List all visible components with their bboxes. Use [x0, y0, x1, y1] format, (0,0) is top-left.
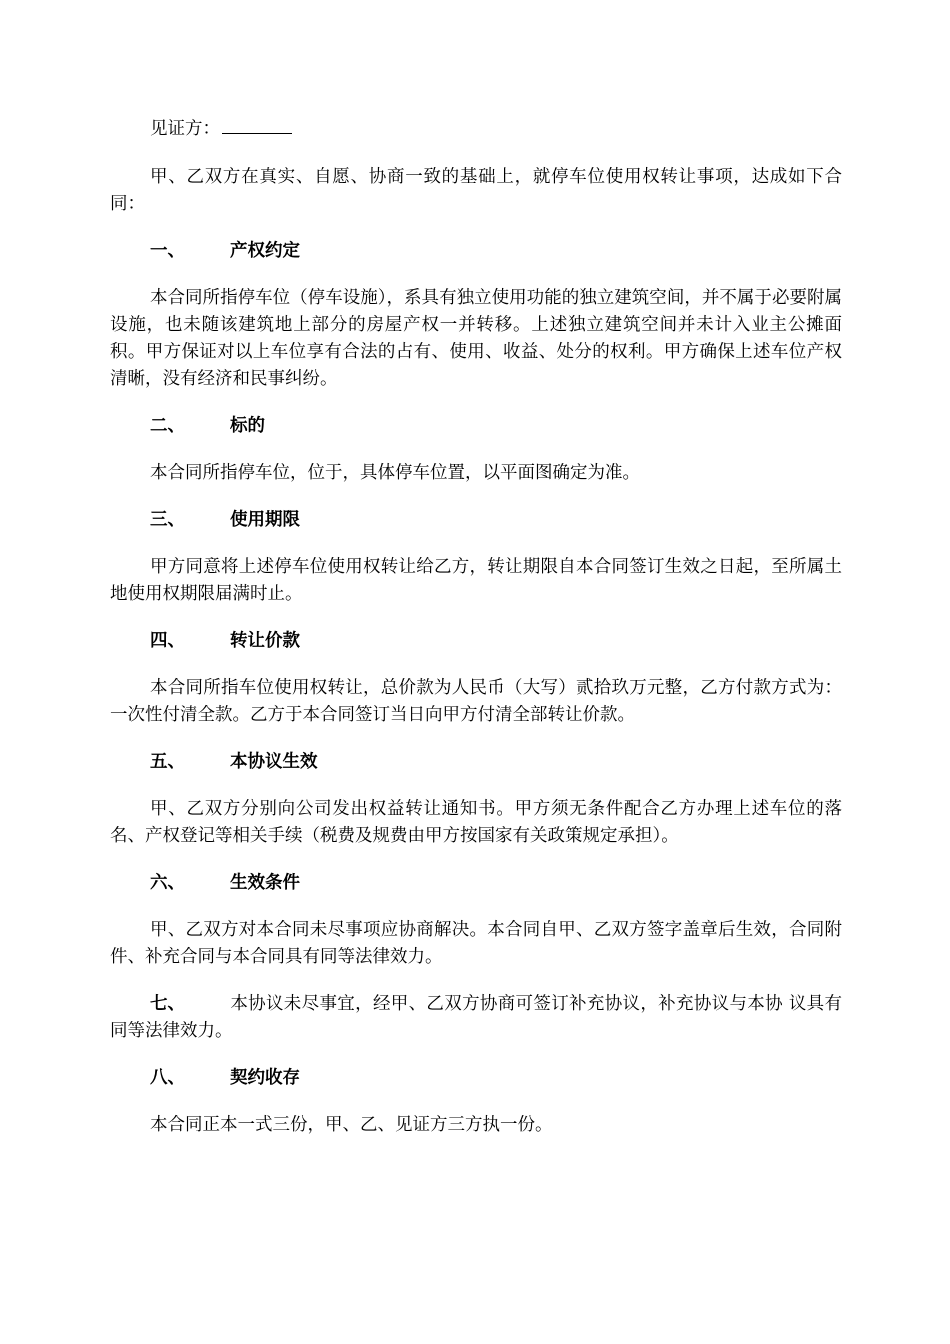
section-7	[110, 991, 842, 1045]
section-body: 本合同所指停车位，位于，具体停车位置，以平面图确定为准。	[150, 463, 640, 483]
section-title: 生效条件	[230, 873, 300, 893]
section-body: 本合同所指停车位（停车设施），系具有独立使用功能的独立建筑空间，并不属于必要附属设施，也未随该建筑地上部分的房屋产权一并转移。上述独立建筑空间并未计入业主公摊面积。甲方保证对以上车位享有合法的占有、使用、收益、处分的权利。甲方确保上述车位产权清晰，没有经济和民事纠纷。	[110, 288, 842, 389]
section-number: 五、	[150, 752, 185, 772]
section-title: 产权约定	[230, 241, 300, 261]
section-body: 甲方同意将上述停车位使用权转让给乙方，转让期限自本合同签订生效之日起，至所属土地使用权期限届满时止。	[110, 557, 842, 604]
section-body: 本协议未尽事宜，经甲、乙双方协商可签订补充协议，补充协议与本协 议具有同等法律效力。	[110, 994, 842, 1041]
section-4	[110, 628, 842, 729]
section-5	[110, 749, 842, 850]
section-title: 使用期限	[230, 510, 300, 530]
intro-paragraph: 甲、乙双方在真实、自愿、协商一致的基础上，就停车位使用权转让事项，达成如下合同：	[110, 167, 842, 214]
section-number: 六、	[150, 873, 185, 893]
witness-line	[110, 115, 842, 143]
section-number: 七、	[150, 994, 185, 1014]
section-body: 甲、乙双方分别向公司发出权益转让通知书。甲方须无条件配合乙方办理上述车位的落名、产权登记等相关手续（税费及规费由甲方按国家有关政策规定承担）。	[110, 799, 842, 846]
section-6	[110, 870, 842, 971]
section-number: 四、	[150, 631, 185, 651]
section-number: 一、	[150, 241, 185, 261]
section-heading	[110, 628, 842, 655]
witness-blank-field[interactable]	[222, 115, 292, 134]
section-7-paragraph	[110, 991, 842, 1045]
section-title: 转让价款	[230, 631, 300, 651]
section-title: 契约收存	[230, 1068, 300, 1088]
section-title: 本协议生效	[230, 752, 318, 772]
witness-label: 见证方：	[150, 119, 220, 139]
section-number: 三、	[150, 510, 185, 530]
section-number: 二、	[150, 416, 185, 436]
section-heading	[110, 507, 842, 534]
section-body: 本合同所指车位使用权转让，总价款为人民币（大写）贰拾玖万元整，乙方付款方式为：一次性付清全款。乙方于本合同签订当日向甲方付清全部转让价款。	[110, 678, 842, 725]
section-heading	[110, 749, 842, 776]
section-2	[110, 413, 842, 487]
section-3	[110, 507, 842, 608]
section-8	[110, 1065, 842, 1139]
section-heading	[110, 413, 842, 440]
section-heading	[110, 870, 842, 897]
section-number: 八、	[150, 1068, 185, 1088]
section-1	[110, 238, 842, 393]
contract-page	[110, 115, 842, 1139]
section-heading	[110, 238, 842, 265]
section-title: 标的	[230, 416, 265, 436]
section-heading	[110, 1065, 842, 1092]
section-body: 甲、乙双方对本合同未尽事项应协商解决。本合同自甲、乙双方签字盖章后生效，合同附件、补充合同与本合同具有同等法律效力。	[110, 920, 842, 967]
section-body: 本合同正本一式三份，甲、乙、见证方三方执一份。	[150, 1115, 553, 1135]
